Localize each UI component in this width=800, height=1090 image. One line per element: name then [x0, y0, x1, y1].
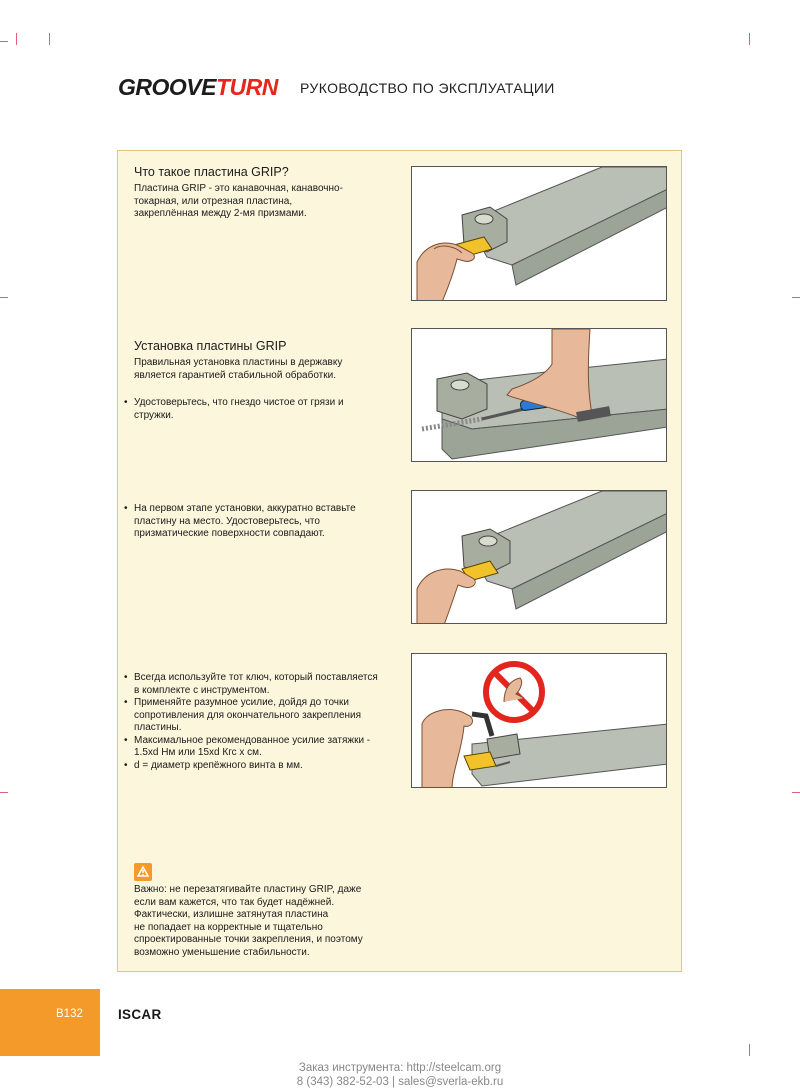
text-line: не попадает на корректные и тщательно	[134, 921, 323, 933]
illustration-clean-pocket	[411, 328, 667, 462]
crop-mark	[749, 1044, 750, 1056]
crop-mark	[0, 41, 8, 42]
bullet-item: • На первом этапе установки, аккуратно вставьте пластину на место. Удостоверьтесь, что призматические поверхности совпадают.	[118, 503, 378, 541]
crop-mark	[49, 33, 50, 45]
crop-mark	[16, 33, 17, 45]
text-line: Фактически, излишне затянутая пластина	[134, 909, 329, 920]
crop-mark	[749, 33, 750, 45]
brand-part-2: TURN	[215, 74, 278, 100]
crop-mark	[0, 297, 8, 298]
crop-mark	[0, 792, 8, 793]
text-line: токарная, или отрезная пластина,	[134, 195, 293, 207]
warning-text	[134, 884, 399, 959]
text-line: Пластина GRIP - это канавочная, канавочно-	[134, 183, 343, 194]
text-line: Правильная установка пластины в державку	[134, 357, 343, 368]
section-text-what-is	[134, 183, 394, 221]
text-line: спроектированные точки закрепления, и поэтому	[134, 934, 363, 945]
brand-logo	[118, 74, 278, 101]
illustration-key-tightening	[411, 653, 667, 788]
bullet-item: • Максимальное рекомендованное усилие затяжки - 1.5xd Нм или 15xd Кгс х см.	[118, 735, 383, 760]
contact-line: 8 (343) 382-52-03 | sales@sverla-ekb.ru	[296, 1076, 504, 1088]
bullet-list-first-step	[118, 503, 378, 541]
company-name: ISCAR	[118, 1007, 162, 1022]
bullet-item: • Удостоверьтесь, что гнездо чистое от грязи и стружки.	[118, 397, 378, 422]
document-title: РУКОВОДСТВО ПО ЭКСПЛУАТАЦИИ	[300, 80, 555, 96]
crop-mark	[792, 297, 800, 298]
section-title-install: Установка пластины GRIP	[134, 339, 287, 353]
text-line: является гарантией стабильной обработки.	[134, 369, 337, 381]
section-title-what-is: Что такое пластина GRIP?	[134, 165, 289, 179]
text-line: закреплённая между 2-мя призмами.	[134, 208, 307, 219]
warning-icon	[134, 863, 152, 881]
text-line: возможно уменьшение стабильности.	[134, 946, 310, 958]
illustration-insert-placement	[411, 490, 667, 624]
page-number: B132	[56, 1008, 83, 1020]
section-text-install	[134, 357, 394, 382]
crop-mark	[792, 792, 800, 793]
bullet-item: • d = диаметр крепёжного винта в мм.	[118, 760, 383, 773]
bullet-item: • Применяйте разумное усилие, дойдя до точки сопротивления для окончательного закрепления пластины.	[118, 697, 383, 735]
illustration-grip-insert	[411, 166, 667, 301]
order-line: Заказ инструмента: http://steelcam.org	[298, 1062, 502, 1074]
instruction-panel	[117, 150, 682, 972]
bullet-list-key	[118, 672, 383, 772]
page-number-tab	[0, 989, 100, 1056]
text-line: Важно: не перезатягивайте пластину GRIP, даже	[134, 884, 362, 895]
text-line: если вам кажется, что так будет надёжней.	[134, 896, 335, 908]
bullet-item: • Всегда используйте тот ключ, который поставляется в комплекте с инструментом.	[118, 672, 383, 697]
brand-part-1: GROOVE	[118, 74, 216, 100]
bullet-list-install	[118, 397, 378, 422]
